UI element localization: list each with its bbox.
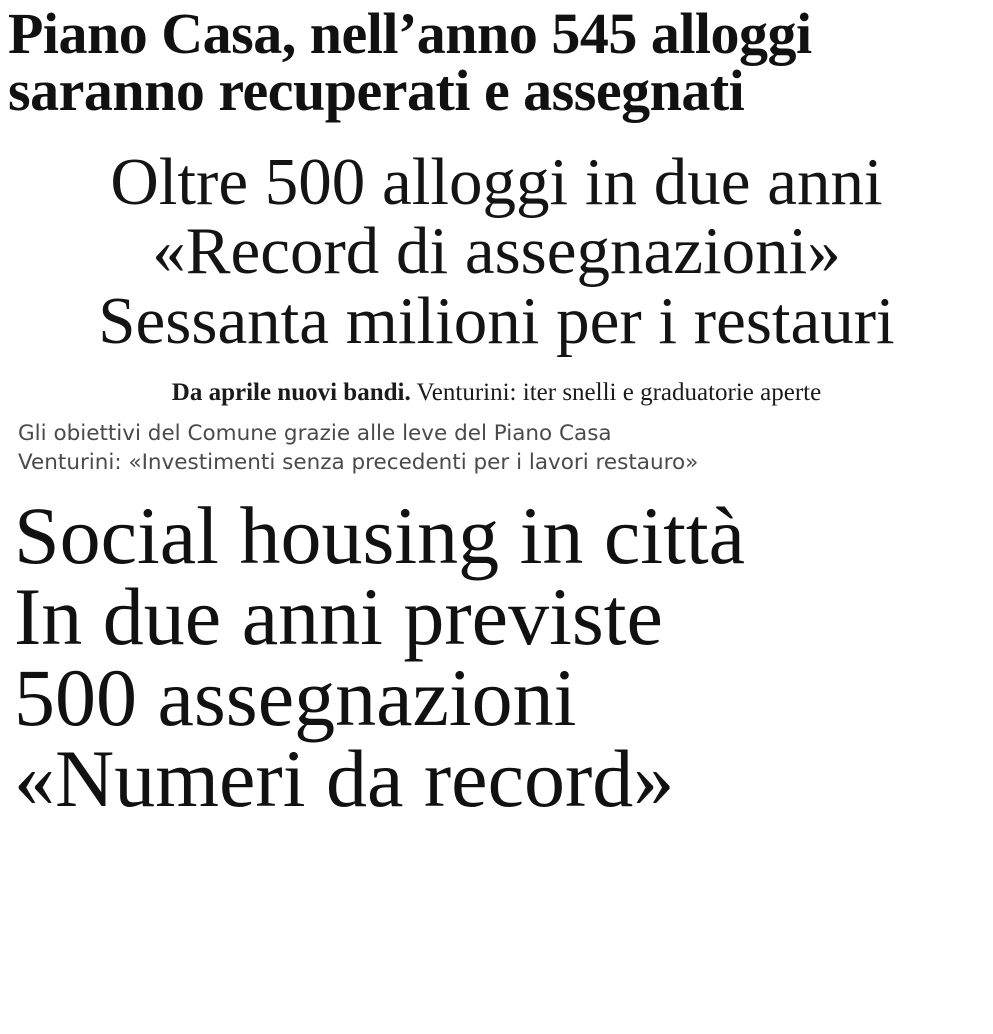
article-deck-lead: Da aprile nuovi bandi. — [171, 378, 411, 406]
article-kicker — [18, 420, 985, 477]
headline-tertiary — [14, 489, 985, 825]
article-deck — [8, 379, 985, 407]
headline-secondary-line-1: Oltre 500 alloggi in due anni — [110, 144, 883, 219]
headline-tertiary-line-2: In due anni previste — [14, 571, 663, 663]
article-deck-rest: Venturini: iter snelli e graduatorie aperte — [410, 378, 822, 406]
headline-primary-line-2: saranno recuperati e assegnati — [8, 57, 745, 123]
headline-secondary — [8, 144, 985, 358]
headline-primary-line-1: Piano Casa, nell’anno 545 alloggi — [8, 1, 812, 66]
article-kicker-line-1: Gli obiettivi del Comune grazie alle leve del Piano Casa — [18, 421, 612, 447]
headline-primary — [8, 1, 985, 123]
headline-tertiary-line-3: 500 assegnazioni — [14, 652, 577, 744]
headline-tertiary-line-4: «Numeri da record» — [14, 733, 675, 825]
newspaper-clipping-page — [0, 1, 993, 1034]
headline-secondary-line-2: «Record di assegnazioni» — [152, 214, 841, 289]
headline-secondary-line-3: Sessanta milioni per i restauri — [98, 284, 895, 358]
article-kicker-line-2: Venturini: «Investimenti senza precedenti per i lavori restauro» — [18, 449, 699, 475]
headline-tertiary-line-1: Social housing in città — [14, 489, 746, 581]
